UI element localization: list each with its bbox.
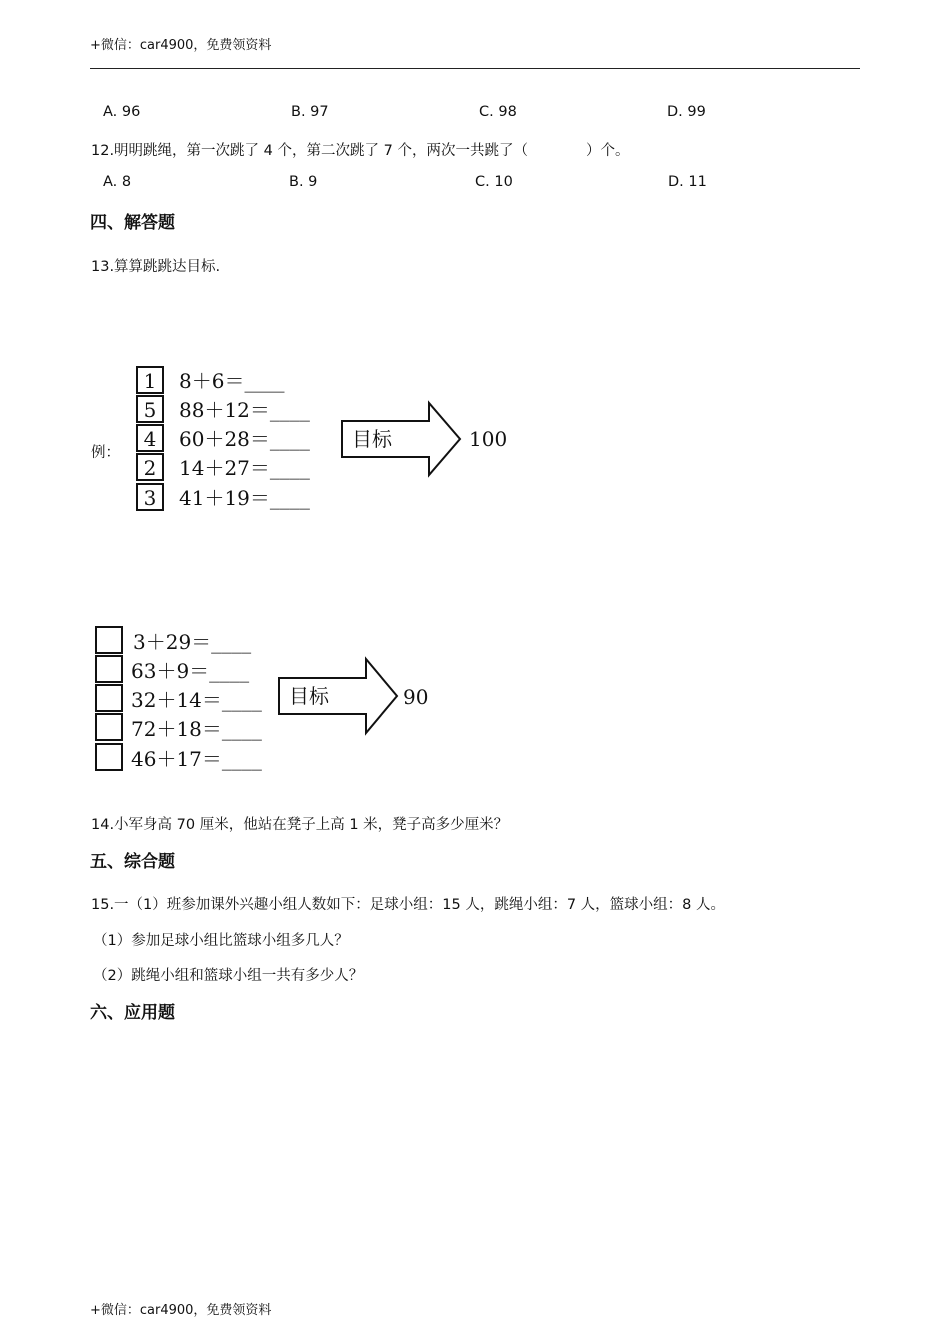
section-6-title: 六、应用题 xyxy=(90,1003,175,1023)
exercise-answer-box-3[interactable] xyxy=(96,685,122,711)
q12-option-d: D. 11 xyxy=(668,174,707,190)
section-5-title: 五、综合题 xyxy=(90,852,175,872)
svg-text:1: 1 xyxy=(143,369,157,393)
example-box-2 xyxy=(137,396,163,422)
exercise-answer-box-1[interactable] xyxy=(96,627,122,653)
exercise-equation-3: 32＋14＝____ xyxy=(131,688,262,712)
q11-option-c: C. 98 xyxy=(479,104,517,120)
example-equation-1: 8＋6＝____ xyxy=(179,369,285,393)
q13-question: 13.算算跳跳达目标. xyxy=(91,259,221,275)
example-equation-5: 41＋19＝____ xyxy=(179,486,310,510)
exercise-answer-box-4[interactable] xyxy=(96,714,122,740)
page-header: +微信：car4900，免费领资料 xyxy=(90,38,272,53)
exercise-arrow-label: 目标 xyxy=(289,684,329,708)
q12-option-c: C. 10 xyxy=(475,174,513,190)
exercise-equation-1: 3＋29＝____ xyxy=(133,630,252,654)
svg-text:4: 4 xyxy=(143,427,157,451)
example-box-3 xyxy=(137,425,163,451)
svg-text:2: 2 xyxy=(143,456,157,480)
example-equation-4: 14＋27＝____ xyxy=(179,456,310,480)
exercise-equation-4: 72＋18＝____ xyxy=(131,717,262,741)
q13-example-label: 例： xyxy=(91,445,120,461)
q12-option-b: B. 9 xyxy=(289,174,318,190)
section-4-title: 四、解答题 xyxy=(90,213,175,233)
q15-subquestion-2: （2）跳绳小组和篮球小组一共有多少人？ xyxy=(93,968,364,984)
q13-exercise-figure xyxy=(90,622,450,778)
exercise-equation-2: 63＋9＝____ xyxy=(131,659,250,683)
exercise-answer-box-2[interactable] xyxy=(96,656,122,682)
exercise-equation-5: 46＋17＝____ xyxy=(131,747,262,771)
q12-question: 12.明明跳绳，第一次跳了 4 个，第二次跳了 7 个，两次一共跳了（ ）个。 xyxy=(91,143,630,159)
example-arrow-label: 目标 xyxy=(352,427,392,451)
svg-text:5: 5 xyxy=(143,398,157,422)
example-target-value: 100 xyxy=(469,427,508,451)
q13-example-figure xyxy=(130,362,530,518)
q11-option-a: A. 96 xyxy=(103,104,141,120)
q15-subquestion-1: （1）参加足球小组比篮球小组多几人？ xyxy=(93,933,349,949)
q12-option-a: A. 8 xyxy=(103,174,132,190)
exercise-answer-box-5[interactable] xyxy=(96,744,122,770)
q14-question: 14.小军身高 70 厘米，他站在凳子上高 1 米，凳子高多少厘米？ xyxy=(91,817,509,833)
example-box-5 xyxy=(137,484,163,510)
example-equation-2: 88＋12＝____ xyxy=(179,398,310,422)
example-equation-3: 60＋28＝____ xyxy=(179,427,310,451)
q15-question: 15.一（1）班参加课外兴趣小组人数如下：足球小组：15 人，跳绳小组：7 人，篮球小组：8 人。 xyxy=(91,897,726,913)
example-box-1 xyxy=(137,367,163,393)
svg-text:3: 3 xyxy=(143,486,157,510)
exercise-target-value: 90 xyxy=(403,685,429,709)
page-footer: +微信：car4900，免费领资料 xyxy=(90,1303,272,1318)
example-box-4 xyxy=(137,454,163,480)
q11-option-b: B. 97 xyxy=(291,104,329,120)
header-divider xyxy=(90,68,860,69)
q11-option-d: D. 99 xyxy=(667,104,706,120)
